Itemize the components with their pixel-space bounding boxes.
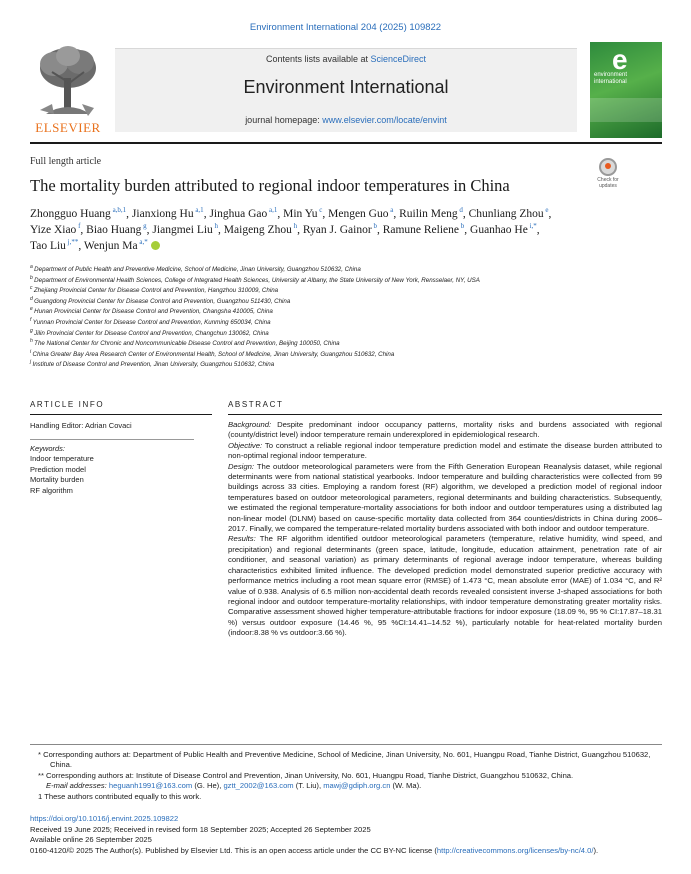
abstract-paragraph [228, 420, 662, 441]
author-separator: , [322, 208, 329, 220]
author-separator: , [297, 223, 303, 236]
affiliation-key: d [30, 295, 35, 302]
author-separator: , [146, 223, 153, 236]
affiliation-list [30, 265, 630, 371]
abstract-paragraph [228, 441, 662, 462]
check-for-updates-badge[interactable] [593, 158, 623, 190]
author-separator: , [376, 223, 383, 236]
author-name-text: Chunliang Zhou [468, 208, 544, 220]
affiliation-item [30, 350, 630, 361]
author-name[interactable] [283, 208, 322, 220]
author-name-text: Guanhao He [470, 223, 528, 236]
journal-homepage-link[interactable]: www.elsevier.com/locate/envint [322, 115, 447, 125]
affiliation-text: Institute of Disease Control and Prevention, Jinan University, Guangzhou 510632, China [32, 361, 275, 369]
abstract-divider [228, 414, 662, 415]
author-list [30, 207, 575, 254]
author-affiliation-marks[interactable]: e [543, 206, 549, 215]
masthead [30, 42, 662, 138]
check-updates-label: Check for updates [597, 177, 619, 189]
author-name-text: Min Yu [283, 208, 318, 220]
email-addresses [38, 781, 662, 791]
affiliation-key: e [30, 306, 35, 313]
abstract-section-label: Results: [228, 534, 256, 544]
email-link-liu[interactable]: gztt_2002@163.com [223, 781, 294, 791]
corresponding-author-note-2 [38, 771, 662, 781]
author-separator: , [80, 223, 87, 236]
article-info-divider [30, 414, 212, 415]
affiliation-text: The National Center for Chronic and Noncommunicable Disease Control and Prevention, Beijing 100050, China [34, 340, 340, 348]
footnote-mark: ** [38, 770, 44, 780]
header-divider [30, 142, 662, 144]
author-affiliation-marks[interactable]: a [388, 206, 394, 215]
journal-title[interactable]: Environment International [243, 77, 449, 97]
article-info [30, 421, 230, 496]
author-name-text: Ryan J. Gainor [302, 223, 372, 236]
affiliation-item [30, 307, 630, 318]
author-name[interactable] [399, 208, 463, 220]
author-affiliation-marks[interactable]: h [291, 221, 298, 230]
author-name-text: Ramune Reliene [382, 223, 460, 236]
author-name[interactable] [30, 237, 79, 252]
author-affiliation-marks[interactable]: f [76, 221, 81, 230]
license-link[interactable]: http://creativecommons.org/licenses/by-nc/4.0/ [436, 845, 594, 855]
keyword-item: Prediction model [30, 464, 86, 474]
author-affiliation-marks[interactable]: j,** [65, 237, 79, 246]
author-separator: , [536, 223, 540, 236]
footnote-mark: * [38, 750, 41, 759]
author-affiliation-marks[interactable]: i,* [527, 221, 537, 230]
sciencedirect-link[interactable]: ScienceDirect [370, 54, 427, 64]
abstract-heading: ABSTRACT [228, 400, 284, 409]
author-separator: , [393, 208, 400, 220]
abstract-section-text: The outdoor meteorological parameters were from the Fifth Generation European Reanalysis dataset, while regional determinants were from national statistical yearbooks. Indoor temperature and building characteristics were collected from 99 buildings across 33 cities. Employing a random forest (RF) algorithm, we developed a prediction model of regional indoor temperatures based on outdoor meteorological parameters, regional determinants and building characteristics. Subsequently, we estimated the regional temperature-mortality associations for both indoor and outdoor temperatures using a distributed lag non-linear model (DLNM) based on cause-specific mortality data collected from 364 counties/districts in China during 2006–2017. Finally, we compared the temperature-related mortality burdens associated with both indoor and outdoor temperature. [228, 461, 662, 534]
abstract-body [228, 420, 662, 639]
affiliation-text: Zhejiang Provincial Center for Disease Control and Prevention, Hangzhou 310009, China [33, 287, 279, 295]
masthead-banner [115, 48, 577, 132]
author-separator: , [548, 208, 552, 220]
author-name[interactable] [469, 208, 549, 220]
orcid-icon[interactable] [151, 241, 160, 250]
author-separator: , [218, 223, 224, 236]
publication-details [30, 814, 662, 856]
author-separator: , [464, 223, 471, 236]
abstract-paragraph [228, 462, 662, 535]
footnote-divider [30, 744, 662, 745]
contents-line [115, 54, 577, 64]
author-name[interactable] [302, 221, 377, 236]
equal-contribution-note [38, 792, 662, 802]
cover-letter: e [612, 44, 628, 75]
author-separator: , [203, 208, 210, 220]
abstract-paragraph [228, 534, 662, 638]
affiliation-item [30, 339, 630, 350]
author-name-text: Jianxiong Hu [131, 208, 194, 220]
affiliation-text: Guangdong Provincial Center for Disease Control and Prevention, Guangzhou 511430, China [34, 297, 291, 305]
affiliation-key: c [30, 285, 34, 292]
author-name-text: Maigeng Zhou [223, 223, 292, 236]
corresponding-author-note-1 [38, 750, 662, 771]
author-separator: , [277, 208, 284, 220]
affiliation-text: Department of Environmental Health Sciences, College of Integrated Health Sciences, University at Albany, the State University of New York, Rensselaer, NY, USA [34, 276, 480, 284]
journal-cover-thumbnail[interactable] [590, 42, 662, 138]
author-name[interactable] [209, 208, 277, 220]
license-suffix: ). [593, 845, 599, 855]
email-link-ma[interactable]: mawj@gdiph.org.cn [323, 781, 391, 791]
affiliation-key: a [30, 263, 35, 270]
author-name[interactable] [86, 221, 147, 236]
keyword-item: RF algorithm [30, 485, 73, 495]
cover-title: environment international [594, 72, 628, 85]
author-name[interactable] [470, 221, 537, 236]
affiliation-item [30, 265, 630, 276]
affiliation-text: Hunan Provincial Center for Disease Control and Prevention, Changsha 410005, China [34, 308, 273, 316]
author-name[interactable] [30, 208, 126, 220]
cover-decoration [590, 98, 662, 122]
email-owner: (G. He), [192, 781, 224, 791]
affiliation-item [30, 329, 630, 340]
journal-reference[interactable]: Environment International 204 (2025) 109822 [249, 22, 442, 33]
homepage-line [115, 115, 577, 125]
abstract-section-label: Background: [228, 420, 272, 429]
keyword-list [30, 454, 230, 496]
license-statement [30, 846, 662, 857]
received-dates: Received 19 June 2025; Received in revised form 18 September 2025; Accepted 26 September 2025 [30, 824, 371, 834]
author-affiliation-marks[interactable]: a,b,1 [110, 206, 127, 215]
author-name[interactable] [83, 237, 148, 252]
author-name-text: Jinghua Gao [209, 208, 268, 220]
available-online: Available online 26 September 2025 [30, 835, 152, 845]
doi-link[interactable]: https://doi.org/10.1016/j.envint.2025.109822 [30, 814, 179, 823]
affiliation-text: Department of Public Health and Preventive Medicine, School of Medicine, Jinan University, Guangzhou 510632, China [34, 266, 361, 273]
author-name-text: Zhongguo Huang [30, 208, 111, 220]
elsevier-tree-icon [30, 42, 106, 120]
homepage-prefix: journal homepage: [245, 115, 323, 125]
abstract-section-label: Objective: [228, 440, 263, 450]
footnote-mark: 1 [38, 791, 43, 801]
author-name-text: Mengen Guo [328, 208, 389, 220]
email-link-he[interactable]: heguanh1991@163.com [108, 781, 193, 791]
keywords-label: Keywords: [30, 439, 194, 455]
author-name-text: Wenjun Ma [83, 239, 138, 252]
author-name-text: Jiangmei Liu [152, 223, 213, 236]
author-name-text: Ruilin Meng [399, 208, 458, 220]
abstract-section-text: Despite predominant indoor occupancy patterns, mortality risks and burdens associated with regional (county/district level) indoor temperature remain underexplored in epidemiological research. [228, 420, 662, 440]
affiliation-key: j [30, 359, 33, 366]
author-name[interactable] [223, 221, 298, 236]
affiliation-key: i [30, 348, 33, 355]
affiliation-key: b [30, 274, 35, 281]
author-name-text: Yize Xiao [30, 223, 77, 236]
abstract-section-text: The RF algorithm identified outdoor meteorological parameters (temperature, relative humidity, wind speed, and precipitation) and regional determinants (green space, latitude, longitude, education attainment, penetration rate of air conditioner, and seasonal variation) as primary determinants of regional average indoor temperature, whereas building characteristics exhibited limited influence. The developed prediction model demonstrated superior predictive accuracy with performance metrics including a root mean square error (RMSE) of 1.473 °C, mean absolute error (MAE) of 1.034 °C, and R² value of 0.938. Analysis of 6.5 million non-accidental death records revealed consistent inverse J-shaped associations for both regional indoor and outdoor temperature-mortality relationships, with indoor temperature demonstrating greater mortality risks. Comparative assessment showed higher temperature-attributable fractions for indoor exposure (18.09 %, 95 % CI:17.87–18.31 %) versus outdoor exposure (14.46 %, 95 %CI:14.41–14.52 %), particularly notable for heat-related mortality burden (indoor:8.38 % vs outdoor:3.66 %). [228, 534, 662, 638]
contents-prefix: Contents lists available at [265, 54, 371, 64]
footnotes [38, 750, 662, 802]
footnote-text: Corresponding authors at: Department of Public Health and Preventive Medicine, School of Medicine, Jinan University, No. 601, Huangpu Road, Tianhe District, Guangzhou 510632, China. [43, 750, 651, 770]
article-info-heading: ARTICLE INFO [30, 400, 105, 409]
author-affiliation-marks[interactable]: d [457, 206, 463, 215]
elsevier-wordmark: ELSEVIER [35, 120, 101, 135]
affiliation-item [30, 360, 630, 371]
keyword-item: Mortality burden [30, 475, 84, 484]
footnote-text: Corresponding authors at: Institute of Disease Control and Prevention, Jinan University, No. 601, Huangpu Road, Tianhe District, Guangzhou 510632, China. [46, 770, 574, 780]
author-name[interactable] [382, 221, 465, 236]
affiliation-item [30, 286, 630, 297]
author-affiliation-marks[interactable]: a,1 [193, 206, 204, 215]
author-affiliation-marks[interactable]: g [141, 221, 147, 230]
affiliation-item [30, 318, 630, 329]
affiliation-text: China Greater Bay Area Research Center of Environmental Health, School of Medicine, Jinan University, Guangzhou 510632, China [32, 350, 395, 358]
abstract-section-label: Design: [228, 461, 255, 471]
affiliation-item [30, 276, 630, 287]
author-affiliation-marks[interactable]: h [212, 221, 219, 230]
article-title: The mortality burden attributed to regional indoor temperatures in China [30, 176, 510, 195]
check-updates-icon [599, 158, 617, 176]
keyword-item: Indoor temperature [30, 454, 94, 463]
email-owner: (W. Ma). [390, 781, 422, 791]
email-label: E-mail addresses: [46, 781, 107, 791]
article-type: Full length article [30, 156, 102, 167]
abstract-section-text: To construct a reliable regional indoor temperature prediction model and estimate the disease burden attributed to non-optimal regional indoor temperature. [228, 440, 662, 461]
author-separator: , [126, 208, 132, 220]
affiliation-key: f [30, 316, 33, 323]
affiliation-key: g [30, 327, 35, 334]
affiliation-key: h [30, 338, 35, 345]
author-name[interactable] [132, 208, 204, 220]
author-affiliation-marks[interactable]: b [371, 221, 377, 230]
footnote-text: These authors contributed equally to this work. [44, 791, 202, 801]
author-name[interactable] [30, 221, 81, 236]
author-name-text: Tao Liu [30, 239, 66, 252]
author-affiliation-marks[interactable]: a,* [137, 237, 148, 246]
author-affiliation-marks[interactable]: c [317, 206, 323, 215]
elsevier-logo[interactable] [30, 42, 106, 136]
email-owner: (T. Liu), [293, 781, 324, 791]
author-affiliation-marks[interactable]: a,1 [267, 206, 278, 215]
affiliation-item [30, 297, 630, 308]
affiliation-text: Jilin Provincial Center for Disease Control and Prevention, Changchun 130062, China [34, 329, 269, 337]
author-name[interactable] [152, 221, 219, 236]
license-prefix: 0160-4120/© 2025 The Author(s). Published by Elsevier Ltd. This is an open access article under the CC BY-NC license ( [30, 845, 437, 855]
author-separator: , [78, 239, 84, 252]
affiliation-text: Yunnan Provincial Center for Disease Control and Prevention, Kunming 650034, China [32, 318, 271, 326]
handling-editor: Handling Editor: Adrian Covaci [30, 421, 132, 430]
author-separator: , [462, 208, 469, 220]
author-affiliation-marks[interactable]: b [459, 221, 465, 230]
author-name[interactable] [328, 208, 393, 220]
author-name-text: Biao Huang [86, 223, 142, 236]
